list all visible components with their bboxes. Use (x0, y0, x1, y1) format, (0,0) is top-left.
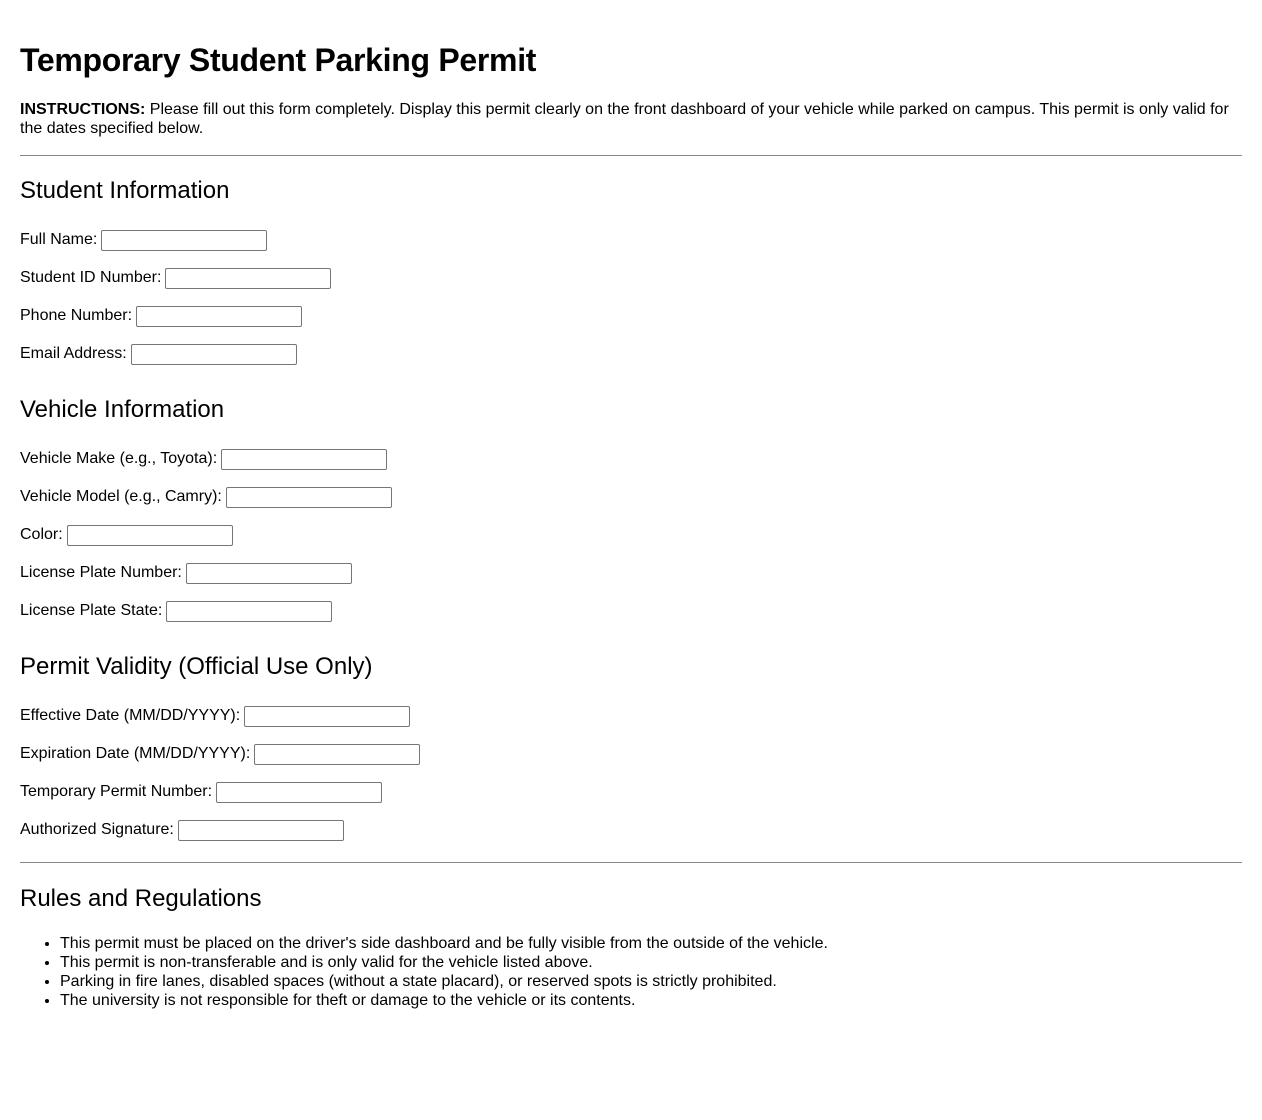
field-label: Email Address: (20, 345, 127, 362)
field-label: Vehicle Make (e.g., Toyota): (20, 450, 218, 467)
color-input[interactable] (67, 525, 233, 546)
field-label: Color: (20, 526, 63, 543)
field-email (20, 335, 1242, 373)
effective-date-input[interactable] (244, 706, 410, 727)
field-label: License Plate State: (20, 602, 163, 619)
email-input[interactable] (131, 344, 297, 365)
vehicle-model-input[interactable] (226, 487, 392, 508)
section-heading-vehicle: Vehicle Information (20, 396, 225, 423)
field-label: Effective Date (MM/DD/YYYY): (20, 707, 241, 724)
field-plate-state (20, 592, 1242, 630)
validity-fields (20, 697, 1242, 849)
student-fields (20, 221, 1242, 373)
field-label: Phone Number: (20, 307, 133, 324)
divider (20, 862, 1242, 863)
phone-input[interactable] (136, 306, 302, 327)
field-label: Authorized Signature: (20, 821, 174, 838)
section-heading-student: Student Information (20, 177, 230, 204)
vehicle-fields (20, 440, 1242, 630)
instructions-label: INSTRUCTIONS: (20, 101, 146, 118)
vehicle-make-input[interactable] (221, 449, 387, 470)
section-heading-validity: Permit Validity (Official Use Only) (20, 653, 373, 680)
list-item: • The university is not responsible for theft or damage to the vehicle or its contents. (60, 991, 1242, 1010)
field-plate-number (20, 554, 1242, 592)
field-authorized-signature (20, 811, 1242, 849)
field-effective-date (20, 697, 1242, 735)
field-permit-number (20, 773, 1242, 811)
field-label: Vehicle Model (e.g., Camry): (20, 488, 222, 505)
full-name-input[interactable] (101, 230, 267, 251)
list-item: • Parking in fire lanes, disabled spaces (without a state placard), or reserved spots is strictly prohibited. (60, 972, 1242, 991)
page-title: Temporary Student Parking Permit (20, 42, 537, 78)
expiration-date-input[interactable] (254, 744, 420, 765)
field-full-name (20, 221, 1242, 259)
student-id-input[interactable] (165, 268, 331, 289)
field-label: Expiration Date (MM/DD/YYYY): (20, 745, 251, 762)
plate-state-input[interactable] (166, 601, 332, 622)
section-heading-rules: Rules and Regulations (20, 885, 262, 912)
field-label: Student ID Number: (20, 269, 162, 286)
field-student-id (20, 259, 1242, 297)
permit-number-input[interactable] (216, 782, 382, 803)
divider (20, 155, 1242, 156)
field-expiration-date (20, 735, 1242, 773)
field-phone (20, 297, 1242, 335)
field-label: Temporary Permit Number: (20, 783, 213, 800)
instructions (20, 100, 1242, 138)
field-label: License Plate Number: (20, 564, 182, 581)
list-item: • This permit must be placed on the driver's side dashboard and be fully visible from the outside of the vehicle. (60, 934, 1242, 953)
field-color (20, 516, 1242, 554)
authorized-signature-input[interactable] (178, 820, 344, 841)
list-item: • This permit is non-transferable and is only valid for the vehicle listed above. (60, 953, 1242, 972)
field-vehicle-model (20, 478, 1242, 516)
field-vehicle-make (20, 440, 1242, 478)
instructions-text: Please fill out this form completely. Display this permit clearly on the front dashboard of your vehicle while parked on campus. This permit is only valid for the dates specified below. (20, 101, 1229, 137)
field-label: Full Name: (20, 231, 98, 248)
plate-number-input[interactable] (186, 563, 352, 584)
rules-list (20, 934, 1242, 1010)
